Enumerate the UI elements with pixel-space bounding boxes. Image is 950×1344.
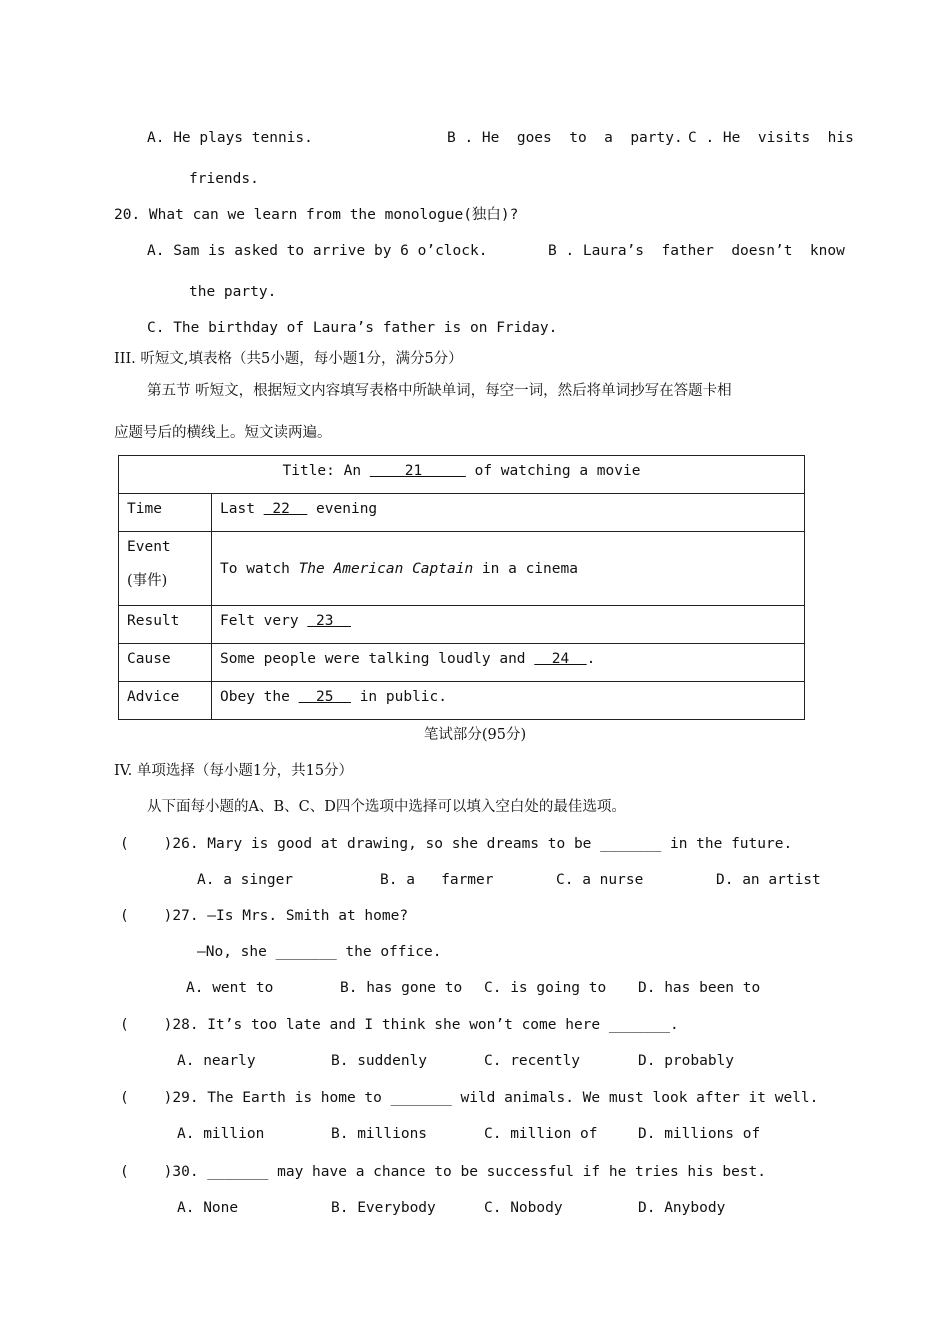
q19-option-b: B . He goes to a party. bbox=[447, 130, 683, 146]
advice-suffix: in public. bbox=[350, 689, 447, 705]
q30-stem: ( )30. _______ may have a chance to be successful if he tries his best. bbox=[120, 1164, 767, 1180]
q26-option-a: A. a singer bbox=[197, 872, 294, 888]
row-value-cause bbox=[212, 644, 805, 682]
q26-option-c: C. a nurse bbox=[556, 872, 644, 888]
q27-stem: ( )27. —Is Mrs. Smith at home? bbox=[120, 908, 409, 924]
cause-prefix: Some people were talking loudly and bbox=[220, 651, 535, 667]
q29-stem: ( )29. The Earth is home to _______ wild animals. We must look after it well. bbox=[120, 1090, 819, 1106]
q20-option-b: B . Laura’s father doesn’t know bbox=[548, 243, 845, 259]
q29-option-d: D. millions of bbox=[638, 1126, 761, 1142]
event-suffix: in a cinema bbox=[473, 560, 578, 577]
q26-stem: ( )26. Mary is good at drawing, so she dreams to be _______ in the future. bbox=[120, 836, 793, 852]
q28-stem: ( )28. It’s too late and I think she won’t come here _______. bbox=[120, 1017, 679, 1033]
section3-heading: III. 听短文,填表格（共5小题，每小题1分，满分5分） bbox=[114, 351, 463, 367]
event-label-en: Event bbox=[127, 539, 171, 555]
q20-stem: 20. What can we learn from the monologue(独白)? bbox=[114, 207, 519, 223]
row-value-result bbox=[212, 606, 805, 644]
q30-option-d: D. Anybody bbox=[638, 1200, 726, 1216]
blank-21: 21 bbox=[369, 463, 466, 479]
section3-instruction-line2: 应题号后的横线上。短文读两遍。 bbox=[114, 425, 332, 441]
event-label-cn: (事件) bbox=[127, 573, 168, 589]
blank-25: 25 bbox=[298, 689, 351, 705]
q29-option-b: B. millions bbox=[331, 1126, 428, 1142]
time-prefix: Last bbox=[220, 501, 264, 517]
time-suffix: evening bbox=[307, 501, 378, 517]
q19-option-a: A. He plays tennis. bbox=[147, 130, 313, 146]
blank-24: 24 bbox=[534, 651, 587, 667]
q27-option-c: C. is going to bbox=[484, 980, 607, 996]
q28-option-b: B. suddenly bbox=[331, 1053, 428, 1069]
row-label-event bbox=[119, 532, 212, 606]
q19-option-c-continued: friends. bbox=[189, 171, 259, 187]
blank-22: 22 bbox=[263, 501, 308, 517]
row-value-time bbox=[212, 494, 805, 532]
result-prefix: Felt very bbox=[220, 613, 308, 629]
row-label-cause: Cause bbox=[119, 644, 212, 682]
q20-option-b-continued: the party. bbox=[189, 284, 277, 300]
q28-option-a: A. nearly bbox=[177, 1053, 256, 1069]
q27-option-a: A. went to bbox=[186, 980, 274, 996]
row-label-time: Time bbox=[119, 494, 212, 532]
q20-option-a: A. Sam is asked to arrive by 6 o’clock. bbox=[147, 243, 488, 259]
blank-23: 23 bbox=[307, 613, 351, 629]
row-value-advice bbox=[212, 682, 805, 720]
row-value-event bbox=[212, 532, 805, 606]
q30-option-b: B. Everybody bbox=[331, 1200, 436, 1216]
q30-option-a: A. None bbox=[177, 1200, 239, 1216]
section4-instruction: 从下面每小题的A、B、C、D四个选项中选择可以填入空白处的最佳选项。 bbox=[147, 799, 626, 815]
table-title-cell bbox=[119, 456, 805, 494]
q29-option-a: A. million bbox=[177, 1126, 265, 1142]
q26-option-d: D. an artist bbox=[716, 872, 821, 888]
q28-option-d: D. probably bbox=[638, 1053, 735, 1069]
table-title-prefix: Title: An bbox=[282, 463, 370, 479]
q27-option-b: B. has gone to bbox=[340, 980, 463, 996]
table-title-suffix: of watching a movie bbox=[465, 463, 641, 479]
advice-prefix: Obey the bbox=[220, 689, 299, 705]
row-label-advice: Advice bbox=[119, 682, 212, 720]
cause-suffix: . bbox=[586, 651, 596, 667]
q27-option-d: D. has been to bbox=[638, 980, 761, 996]
fill-in-table bbox=[118, 455, 805, 720]
written-part-title: 笔试部分(95分) bbox=[423, 727, 527, 743]
q30-option-c: C. Nobody bbox=[484, 1200, 563, 1216]
row-label-result: Result bbox=[119, 606, 212, 644]
q26-option-b: B. a farmer bbox=[380, 872, 494, 888]
q19-option-c: C . He visits his bbox=[688, 130, 854, 146]
section4-heading: IV. 单项选择（每小题1分，共15分） bbox=[114, 763, 354, 779]
q27-stem-reply: —No, she _______ the office. bbox=[197, 944, 442, 960]
movie-title: The American Captain bbox=[298, 560, 474, 577]
event-prefix: To watch bbox=[220, 560, 299, 577]
q29-option-c: C. million of bbox=[484, 1126, 598, 1142]
q20-option-c: C. The birthday of Laura’s father is on Friday. bbox=[147, 320, 558, 336]
q28-option-c: C. recently bbox=[484, 1053, 581, 1069]
section3-instruction-line1: 第五节 听短文，根据短文内容填写表格中所缺单词，每空一词，然后将单词抄写在答题卡相 bbox=[147, 383, 732, 399]
